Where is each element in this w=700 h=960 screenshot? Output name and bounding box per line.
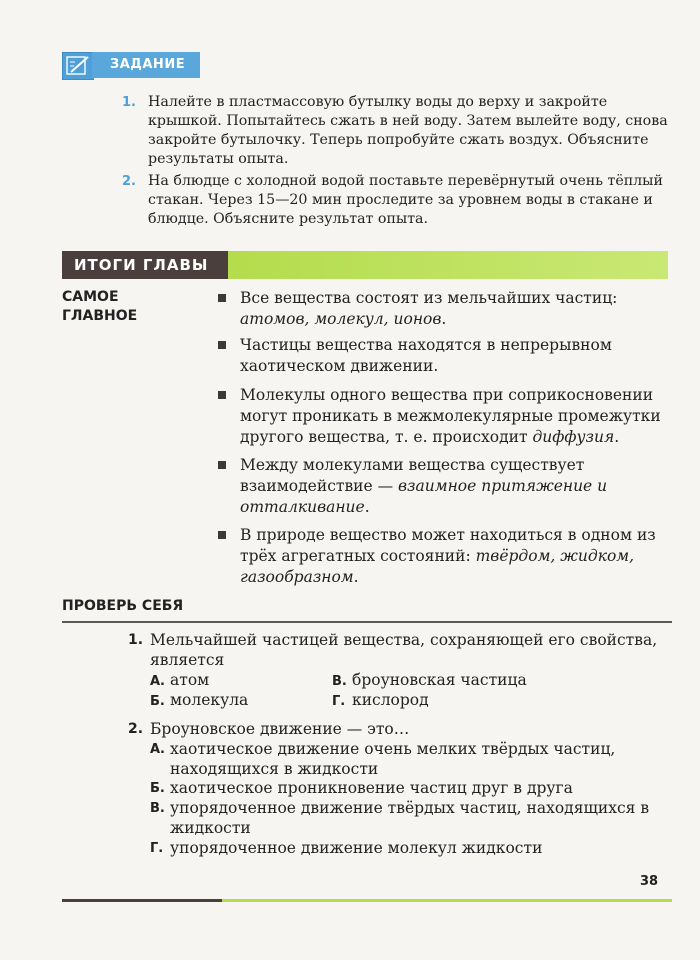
question-number: 2.	[128, 721, 144, 737]
task-item-text: Налейте в пластмассовую бутылку воды до верху и закройте крышкой. Попытайтесь сжать в ней воду. Затем вылейте воду, снова закройте бутылочку. Теперь попробуйте сжать воздух. Объясните результаты опыта.	[148, 94, 668, 167]
side-label: САМОЕ ГЛАВНОЕ	[62, 289, 138, 324]
task-item-2	[122, 172, 672, 229]
task-item-text: На блюдце с холодной водой поставьте перевёрнутый очень тёплый стакан. Через 15—20 мин проследите за уровнем воды в стакане и блюдце. Объясните результат опыта.	[148, 173, 663, 227]
task-item-number: 1.	[122, 95, 136, 110]
answer-option-a: А. хаотическое движение очень мелких твёрдых частиц, находящихся в жидкости	[150, 740, 616, 778]
answer-option-a: А. атом	[150, 671, 210, 689]
footer-rule-green	[222, 899, 672, 902]
task-item-1	[122, 93, 672, 169]
bullet-square-icon	[218, 461, 226, 469]
page-number: 38	[640, 874, 659, 889]
question-text: Броуновское движение — это…	[150, 720, 410, 738]
bullet-square-icon	[218, 294, 226, 302]
footer-rule-dark	[62, 899, 222, 902]
task-pencil-icon	[62, 52, 94, 80]
check-yourself-title: ПРОВЕРЬ СЕБЯ	[62, 598, 184, 614]
question-text: Мельчайшей частицей вещества, сохраняющей его свойства, является	[150, 631, 658, 669]
summary-bullet: Между молекулами вещества существует взаимодействие — взаимное притяжение и отталкивание.	[218, 455, 674, 518]
task-item-number: 2.	[122, 174, 136, 189]
answer-option-v: В. броуновская частица	[332, 671, 527, 689]
answer-option-g: Г. кислород	[332, 691, 429, 709]
summary-bullet: В природе вещество может находиться в одном из трёх агрегатных состояний: твёрдом, жидком, газообразном.	[218, 525, 674, 588]
bullet-square-icon	[218, 391, 226, 399]
summary-bullet: Все вещества состоят из мельчайших частиц: атомов, молекул, ионов.	[218, 288, 674, 330]
task-label: ЗАДАНИЕ	[92, 52, 200, 78]
bullet-square-icon	[218, 531, 226, 539]
bullet-square-icon	[218, 341, 226, 349]
answer-option-g: Г. упорядоченное движение молекул жидкости	[150, 839, 543, 857]
answer-option-b: Б. хаотическое проникновение частиц друг в друга	[150, 779, 573, 797]
answer-option-v: В. упорядоченное движение твёрдых частиц, находящихся в жидкости	[150, 799, 650, 837]
chapter-summary-title: ИТОГИ ГЛАВЫ	[62, 251, 228, 279]
question-number: 1.	[128, 632, 144, 648]
chapter-summary-band	[228, 251, 668, 279]
question-2	[128, 719, 674, 739]
summary-bullet: Молекулы одного вещества при соприкосновении могут проникать в межмолекулярные промежутки другого вещества, т. е. происходит диффузия.	[218, 385, 674, 448]
question-1	[128, 630, 674, 670]
answer-option-b: Б. молекула	[150, 691, 249, 709]
summary-bullet: Частицы вещества находятся в непрерывном хаотическом движении.	[218, 335, 674, 377]
section-divider	[62, 621, 672, 623]
